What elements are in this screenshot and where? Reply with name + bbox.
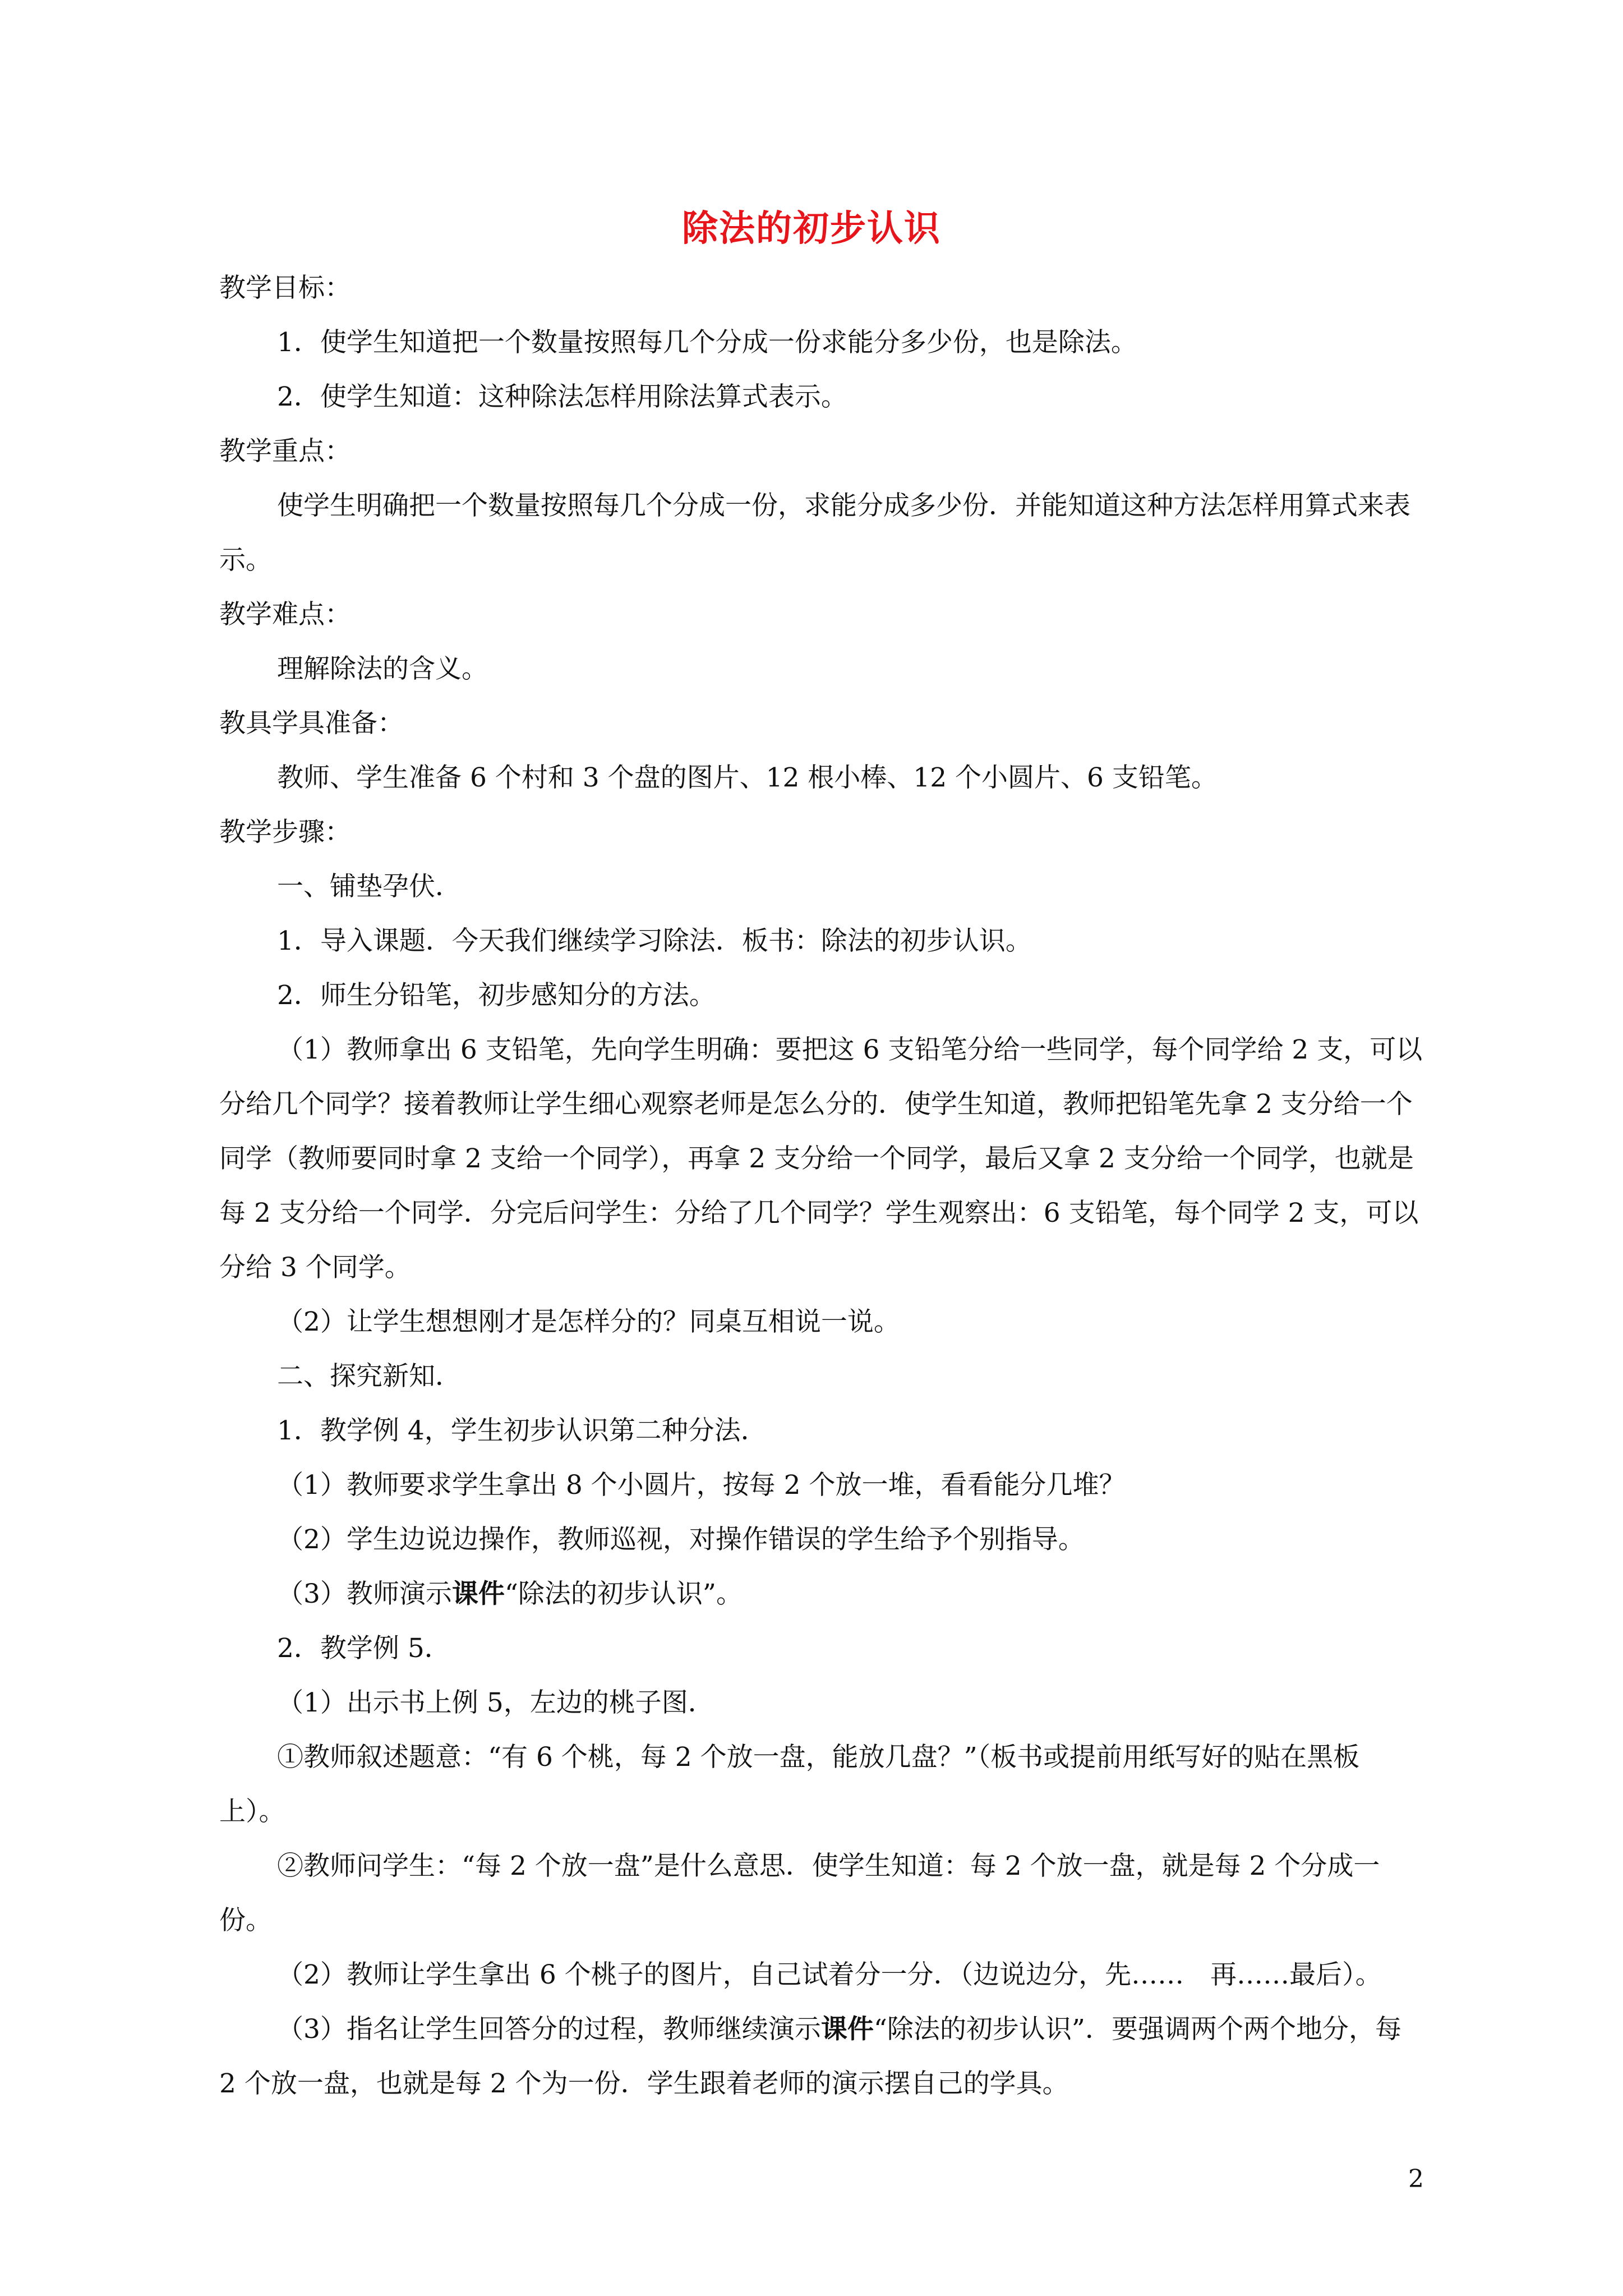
paragraph-text: （3）教师演示	[277, 1579, 452, 1609]
paragraph-text: “除法的初步认识”。	[504, 1579, 743, 1609]
paragraph: 理解除法的含义。	[277, 654, 488, 684]
paragraph: 1．导入课题．今天我们继续学习除法．板书：除法的初步认识。	[277, 926, 1032, 956]
paragraph	[219, 1567, 1425, 1621]
paragraph: （2）让学生想想刚才是怎样分的？同桌互相说一说。	[277, 1306, 900, 1337]
section-heading: 教学目标：	[219, 273, 351, 303]
document-body	[219, 261, 1425, 2111]
section-heading: 教具学具准备：	[219, 708, 404, 739]
paragraph: ①教师叙述题意：“有 6 个桃，每 2 个放一盘，能放几盘？”（板书或提前用纸写好的贴在黑板上）。	[219, 1742, 1360, 1827]
paragraph: （1）出示书上例 5，左边的桃子图．	[277, 1687, 714, 1718]
paragraph: 1．教学例 4，学生初步认识第二种分法．	[277, 1415, 767, 1446]
paragraph	[219, 2002, 1425, 2111]
document-title: 除法的初步认识	[682, 208, 941, 250]
paragraph-text: “除法的初步认识”．要强调两个两个地分，每 2 个放一盘，也就是每 2 个为一份．学生跟着老师的演示摆自己的学具。	[219, 2014, 1401, 2099]
section-heading: 教学重点：	[219, 436, 351, 467]
paragraph: 2．师生分铅笔，初步感知分的方法。	[277, 980, 716, 1011]
paragraph: 2．教学例 5．	[277, 1633, 451, 1664]
paragraph: 使学生明确把一个数量按照每几个分成一份，求能分成多少份．并能知道这种方法怎样用算式来表示。	[219, 490, 1410, 576]
page-number: 2	[1408, 2165, 1424, 2193]
paragraph: 教师、学生准备 6 个村和 3 个盘的图片、12 根小棒、12 个小圆片、6 支铅笔。	[277, 762, 1218, 793]
paragraph: （1）教师要求学生拿出 8 个小圆片，按每 2 个放一堆，看看能分几堆？	[277, 1470, 1126, 1501]
section-heading: 教学步骤：	[219, 817, 351, 848]
paragraph: （1）教师拿出 6 支铅笔，先向学生明确：要把这 6 支铅笔分给一些同学，每个同学给 2 支，可以分给几个同学？接着教师让学生细心观察老师是怎么分的．使学生知道，教师把铅笔先拿 2 支分给一个同学（教师要同时拿 2 支给一个同学），再拿 2 支分给一个同学，最后又拿 2 支分给一个同学，也就是每 2 支分给一个同学．分完后问学生：分给了几个同学？学生观察出：6 支铅笔，每个同学 2 支，可以分给 3 个同学。	[219, 1034, 1423, 1283]
paragraph-text: （3）指名让学生回答分的过程，教师继续演示	[277, 2014, 821, 2045]
section-heading: 教学难点：	[219, 599, 351, 630]
paragraph: ②教师问学生：“每 2 个放一盘”是什么意思．使学生知道：每 2 个放一盘，就是每 2 个分成一份。	[219, 1851, 1380, 1936]
paragraph: 二、探究新知．	[277, 1361, 462, 1392]
paragraph: 2．使学生知道：这种除法怎样用除法算式表示。	[277, 381, 847, 412]
paragraph: （2）教师让学生拿出 6 个桃子的图片，自己试着分一分．（边说边分，先…… 再……最后）。	[277, 1959, 1382, 1990]
bold-term: 课件	[820, 2014, 874, 2045]
paragraph: 1．使学生知道把一个数量按照每几个分成一份求能分多少份，也是除法。	[277, 327, 1137, 358]
paragraph: （2）学生边说边操作，教师巡视，对操作错误的学生给予个别指导。	[277, 1524, 1085, 1555]
bold-term: 课件	[451, 1579, 505, 1609]
paragraph: 一、铺垫孕伏．	[277, 871, 462, 902]
